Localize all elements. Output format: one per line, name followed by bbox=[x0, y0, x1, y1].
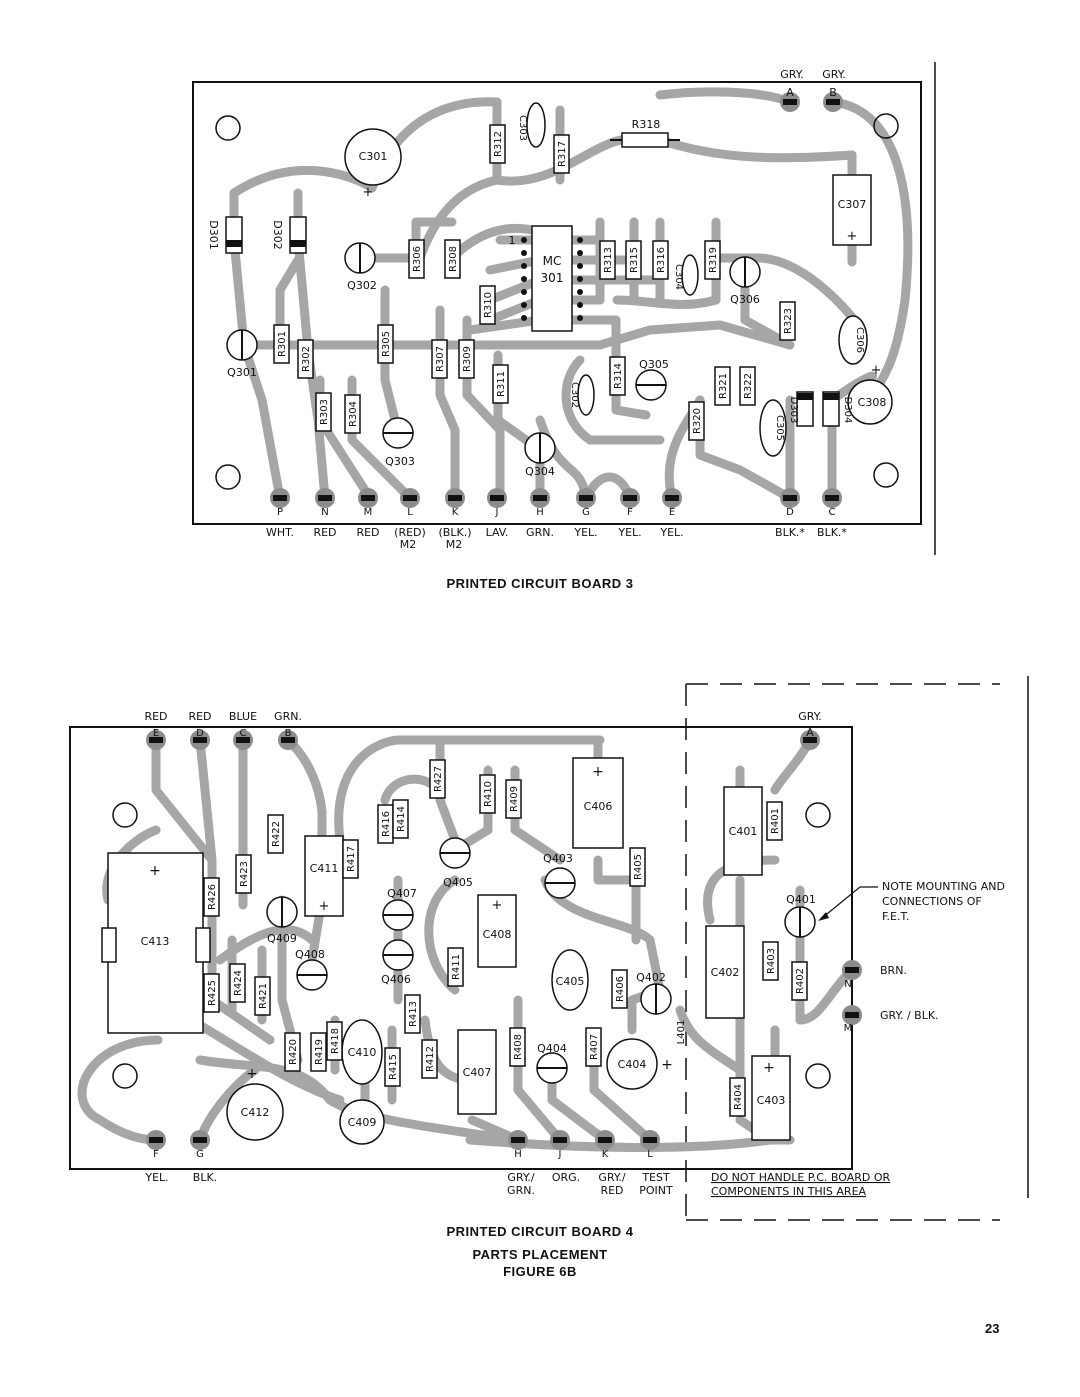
terminal-letter-k: K bbox=[601, 1149, 609, 1160]
wire-label: (RED) bbox=[394, 526, 426, 539]
terminal-pad-l bbox=[400, 488, 420, 508]
resistor-r318-label: R318 bbox=[631, 118, 661, 131]
capacitor-c408 bbox=[478, 895, 516, 967]
diode-d301 bbox=[207, 217, 242, 253]
terminal-pad-d bbox=[780, 488, 800, 508]
wire-label: BLK.* bbox=[775, 526, 805, 539]
transistor-q401-label: Q401 bbox=[786, 893, 816, 906]
wire-label: YEL. bbox=[618, 526, 642, 539]
capacitor-c301 bbox=[345, 129, 401, 200]
terminal-letter-b: B bbox=[284, 728, 292, 739]
terminal-pad-g bbox=[576, 488, 596, 508]
resistor-r306 bbox=[409, 240, 424, 278]
diode-d302 bbox=[271, 217, 306, 253]
resistor-r415 bbox=[385, 1048, 400, 1086]
resistor-r307-label: R307 bbox=[435, 345, 446, 373]
board-3-caption: PRINTED CIRCUIT BOARD 3 bbox=[446, 576, 634, 591]
transistor-q404-label: Q404 bbox=[537, 1042, 567, 1055]
capacitor-c306 bbox=[839, 316, 867, 364]
resistor-r416-label: R416 bbox=[381, 810, 392, 838]
wire-label-gry: GRY. bbox=[798, 710, 822, 723]
resistor-r409 bbox=[506, 780, 521, 818]
resistor-r419-label: R419 bbox=[314, 1038, 325, 1066]
transistor-q303-label: Q303 bbox=[385, 455, 415, 468]
side-terminal-n-label: BRN. bbox=[880, 964, 907, 977]
resistor-r402-label: R402 bbox=[795, 967, 806, 995]
capacitor-c404 bbox=[607, 1039, 673, 1089]
capacitor-c412-polarity: + bbox=[246, 1066, 258, 1082]
board-3-bottom-wire-labels bbox=[266, 526, 847, 539]
resistor-r305 bbox=[378, 325, 393, 363]
wire-label: RED bbox=[356, 526, 380, 539]
figure-title: PARTS PLACEMENT bbox=[472, 1247, 608, 1262]
resistor-r420 bbox=[285, 1033, 300, 1071]
resistor-r310-label: R310 bbox=[483, 291, 494, 319]
resistor-r304-label: R304 bbox=[348, 400, 359, 428]
resistor-r317 bbox=[554, 135, 569, 173]
resistor-r311-label: R311 bbox=[496, 370, 507, 398]
resistor-r407-label: R407 bbox=[589, 1033, 600, 1061]
board-3-bottom-terminals bbox=[270, 488, 842, 518]
fet-note-line3: F.E.T. bbox=[882, 910, 910, 923]
terminal-pad-p bbox=[270, 488, 290, 508]
fet-note-line2: CONNECTIONS OF bbox=[882, 895, 982, 908]
resistor-r309 bbox=[459, 340, 474, 378]
resistor-r310 bbox=[480, 286, 495, 324]
resistor-r404-label: R404 bbox=[733, 1083, 744, 1111]
capacitor-c413 bbox=[102, 853, 210, 1033]
terminal-letter-p: P bbox=[276, 507, 284, 518]
capacitor-c406-polarity: + bbox=[592, 764, 604, 780]
terminal-pad-g bbox=[190, 1130, 210, 1150]
terminal-pad-c bbox=[822, 488, 842, 508]
resistor-r312 bbox=[490, 125, 505, 163]
capacitor-c410 bbox=[342, 1020, 382, 1084]
transistor-q306 bbox=[730, 257, 760, 306]
terminal-a-label: A bbox=[786, 86, 794, 99]
transistor-q407 bbox=[383, 887, 417, 930]
transistor-q301 bbox=[227, 330, 257, 379]
transistor-q409-label: Q409 bbox=[267, 932, 297, 945]
ic-pin1-label: 1 bbox=[508, 234, 516, 247]
resistor-r317-label: R317 bbox=[557, 140, 568, 168]
resistor-r314-label: R314 bbox=[613, 362, 624, 390]
resistor-r302-label: R302 bbox=[301, 345, 312, 373]
wire-label: (BLK.) bbox=[438, 526, 472, 539]
terminal-pad-h bbox=[530, 488, 550, 508]
capacitor-c406-label: C406 bbox=[583, 800, 613, 813]
resistor-r404 bbox=[730, 1078, 745, 1116]
terminal-letter-j: J bbox=[558, 1149, 562, 1160]
resistor-r422 bbox=[268, 815, 283, 853]
terminal-letter-k: K bbox=[451, 507, 459, 518]
resistor-r423-label: R423 bbox=[239, 860, 250, 888]
resistor-r316-label: R316 bbox=[656, 246, 667, 274]
handling-warning-line1: DO NOT HANDLE P.C. BOARD OR bbox=[711, 1171, 891, 1184]
ic-label-line1: MC bbox=[542, 254, 562, 268]
wire-label-test-1: TEST bbox=[642, 1171, 670, 1184]
diode-d303 bbox=[788, 392, 813, 426]
wire-label: RED bbox=[144, 710, 168, 723]
terminal-b-label: B bbox=[829, 86, 837, 99]
capacitor-c302-label: C302 bbox=[569, 381, 580, 409]
inductor-l401-label: L401 bbox=[676, 1019, 687, 1045]
resistor-r304 bbox=[345, 395, 360, 433]
resistor-r323-label: R323 bbox=[783, 307, 794, 335]
transistor-q405 bbox=[440, 838, 473, 889]
mounting-hole bbox=[216, 116, 240, 140]
terminal-letter-g: G bbox=[582, 507, 590, 518]
capacitor-c405 bbox=[552, 950, 588, 1010]
terminal-letter-h: H bbox=[514, 1149, 522, 1160]
resistor-r415-label: R415 bbox=[388, 1053, 399, 1081]
capacitor-c402-label: C402 bbox=[710, 966, 740, 979]
capacitor-c411-label: C411 bbox=[309, 862, 339, 875]
transistor-q305-label: Q305 bbox=[639, 358, 669, 371]
resistor-r321-label: R321 bbox=[718, 372, 729, 400]
transistor-q408-label: Q408 bbox=[295, 948, 325, 961]
terminal-letter-l: L bbox=[407, 507, 413, 518]
side-terminal-m-letter: M bbox=[843, 1023, 853, 1034]
terminal-a-label: A bbox=[806, 726, 814, 739]
bottom-mid-labels bbox=[507, 1171, 673, 1197]
resistor-r410 bbox=[480, 775, 495, 813]
capacitor-c407 bbox=[458, 1030, 496, 1114]
resistor-r313 bbox=[600, 241, 615, 279]
board-4-caption: PRINTED CIRCUIT BOARD 4 bbox=[446, 1224, 634, 1239]
terminal-letter-f: F bbox=[153, 1149, 159, 1160]
capacitor-c407-label: C407 bbox=[462, 1066, 492, 1079]
capacitor-c301-polarity: + bbox=[362, 185, 374, 200]
capacitor-c403-label: C403 bbox=[756, 1094, 786, 1107]
capacitor-c405-label: C405 bbox=[555, 975, 585, 988]
resistor-r314 bbox=[610, 357, 625, 395]
wire-label-blk: BLK. bbox=[192, 1171, 218, 1184]
capacitor-c408-label: C408 bbox=[482, 928, 512, 941]
resistor-r313-label: R313 bbox=[603, 246, 614, 274]
capacitor-c413-label: C413 bbox=[140, 935, 170, 948]
wire-label-org: ORG. bbox=[551, 1171, 581, 1184]
resistor-r308 bbox=[445, 240, 460, 278]
capacitor-c408-polarity: + bbox=[491, 898, 503, 913]
wire-label: WHT. bbox=[265, 526, 295, 539]
mounting-hole bbox=[806, 803, 830, 827]
capacitor-c403 bbox=[752, 1056, 790, 1140]
capacitor-c302 bbox=[569, 375, 594, 415]
mounting-hole bbox=[216, 465, 240, 489]
capacitor-c410-label: C410 bbox=[347, 1046, 377, 1059]
resistor-r411-label: R411 bbox=[451, 953, 462, 981]
side-terminal-m-label: GRY. / BLK. bbox=[880, 1009, 939, 1022]
terminal-pad-l bbox=[640, 1130, 660, 1150]
resistor-r414-label: R414 bbox=[396, 805, 407, 833]
resistor-r315-label: R315 bbox=[629, 246, 640, 274]
terminal-pad-k bbox=[595, 1130, 615, 1150]
resistor-r421 bbox=[255, 977, 270, 1015]
capacitor-c308-label: C308 bbox=[857, 396, 887, 409]
capacitor-c409-label: C409 bbox=[347, 1116, 377, 1129]
transistor-q302-label: Q302 bbox=[347, 279, 377, 292]
resistor-r413-label: R413 bbox=[408, 1000, 419, 1028]
resistor-r407 bbox=[586, 1028, 601, 1066]
mounting-hole bbox=[874, 463, 898, 487]
resistor-r323 bbox=[780, 302, 795, 340]
resistor-r418 bbox=[327, 1022, 342, 1060]
capacitor-c307 bbox=[833, 175, 871, 245]
resistor-r322-label: R322 bbox=[743, 372, 754, 400]
resistor-r315 bbox=[626, 241, 641, 279]
wire-label: RED bbox=[313, 526, 337, 539]
resistor-r427-label: R427 bbox=[433, 765, 444, 793]
terminal-pad-f bbox=[146, 1130, 166, 1150]
capacitor-c304-label: C304 bbox=[673, 263, 684, 291]
resistor-r305-label: R305 bbox=[381, 330, 392, 358]
resistor-r402 bbox=[792, 962, 807, 1000]
capacitor-c406 bbox=[573, 758, 623, 848]
mounting-hole bbox=[113, 803, 137, 827]
transistor-q409 bbox=[267, 897, 297, 945]
terminal-pad-e bbox=[662, 488, 682, 508]
resistor-r306-label: R306 bbox=[412, 245, 423, 273]
resistor-r319 bbox=[705, 241, 720, 279]
terminal-pad-f bbox=[620, 488, 640, 508]
resistor-r414 bbox=[393, 800, 408, 838]
resistor-r405 bbox=[630, 848, 645, 886]
terminal-pad-m bbox=[358, 488, 378, 508]
wire-sublabel-m2-k: M2 bbox=[445, 538, 463, 551]
wire-label-gry-b: GRY. bbox=[822, 68, 846, 81]
side-terminal-n bbox=[842, 960, 907, 990]
terminal-letter-g: G bbox=[196, 1149, 204, 1160]
transistor-q401 bbox=[785, 893, 816, 937]
wire-label: YEL. bbox=[574, 526, 598, 539]
wire-label-gry-red-2: RED bbox=[600, 1184, 624, 1197]
wire-label: RED bbox=[188, 710, 212, 723]
wire-label-gry-grn-1: GRY./ bbox=[507, 1171, 535, 1184]
terminal-pad-j bbox=[550, 1130, 570, 1150]
resistor-r417 bbox=[343, 840, 358, 878]
wire-label: GRN. bbox=[526, 526, 554, 539]
capacitor-c409 bbox=[340, 1100, 384, 1144]
wire-label-gry-red-1: GRY./ bbox=[598, 1171, 626, 1184]
capacitor-c404-polarity: + bbox=[661, 1057, 673, 1073]
board-3-top-terminals bbox=[780, 68, 846, 112]
resistor-r411 bbox=[448, 948, 463, 986]
capacitor-c411-polarity: + bbox=[318, 899, 330, 914]
wire-label-test-2: POINT bbox=[639, 1184, 673, 1197]
transistor-q403-label: Q403 bbox=[543, 852, 573, 865]
transistor-q306-label: Q306 bbox=[730, 293, 760, 306]
resistor-r303-label: R303 bbox=[319, 398, 330, 426]
resistor-r408 bbox=[510, 1028, 525, 1066]
resistor-r320 bbox=[689, 402, 704, 440]
resistor-r426 bbox=[204, 878, 219, 916]
wire-label-yel: YEL. bbox=[145, 1171, 169, 1184]
wire-label: BLUE bbox=[228, 710, 258, 723]
transistor-q403 bbox=[543, 852, 575, 898]
diode-d304-label: D304 bbox=[842, 396, 853, 424]
terminal-letter-f: F bbox=[627, 507, 633, 518]
resistor-r307 bbox=[432, 340, 447, 378]
resistor-r422-label: R422 bbox=[271, 820, 282, 848]
resistor-r406 bbox=[612, 970, 627, 1008]
transistor-q402-label: Q402 bbox=[636, 971, 666, 984]
resistor-r418-label: R418 bbox=[330, 1027, 341, 1055]
terminal-letter-j: J bbox=[495, 507, 499, 518]
resistor-r321 bbox=[715, 367, 730, 405]
resistor-r412-label: R412 bbox=[425, 1045, 436, 1073]
transistor-q301-label: Q301 bbox=[227, 366, 257, 379]
resistor-r409-label: R409 bbox=[509, 785, 520, 813]
resistor-r421-label: R421 bbox=[258, 982, 269, 1010]
terminal-letter-n: N bbox=[321, 507, 329, 518]
capacitor-c305-label: C305 bbox=[774, 414, 785, 442]
terminal-pad-h bbox=[508, 1130, 528, 1150]
resistor-r320-label: R320 bbox=[692, 407, 703, 435]
terminal-letter-c: C bbox=[239, 728, 247, 739]
capacitor-c412-label: C412 bbox=[240, 1106, 270, 1119]
capacitor-c306-label: C306 bbox=[854, 326, 865, 354]
resistor-r303 bbox=[316, 393, 331, 431]
resistor-r420-label: R420 bbox=[288, 1038, 299, 1066]
terminal-letter-d: D bbox=[786, 507, 794, 518]
capacitor-c301-label: C301 bbox=[358, 150, 388, 163]
capacitor-c401 bbox=[724, 787, 762, 875]
mounting-hole bbox=[806, 1064, 830, 1088]
board-4-top-terminals bbox=[146, 728, 298, 750]
terminal-letter-h: H bbox=[536, 507, 544, 518]
resistor-r309-label: R309 bbox=[462, 345, 473, 373]
wire-label: LAV. bbox=[485, 526, 509, 539]
capacitor-c401-label: C401 bbox=[728, 825, 758, 838]
figure-number: FIGURE 6B bbox=[503, 1264, 577, 1279]
diode-d302-label: D302 bbox=[271, 220, 284, 250]
transistor-q404 bbox=[537, 1042, 567, 1083]
diode-d301-label: D301 bbox=[207, 220, 220, 250]
resistor-r401 bbox=[767, 802, 782, 840]
terminal-letter-c: C bbox=[828, 507, 836, 518]
resistor-r408-label: R408 bbox=[513, 1033, 524, 1061]
terminal-pad-k bbox=[445, 488, 465, 508]
terminal-letter-e: E bbox=[152, 728, 160, 739]
side-terminal-m bbox=[842, 1005, 939, 1034]
wire-label-gry-a: GRY. bbox=[780, 68, 804, 81]
capacitor-c402 bbox=[706, 926, 744, 1018]
resistor-r405-label: R405 bbox=[633, 853, 644, 881]
resistor-r316 bbox=[653, 241, 668, 279]
resistor-r401-label: R401 bbox=[770, 807, 781, 835]
transistor-q302 bbox=[345, 243, 377, 292]
terminal-pad-n bbox=[315, 488, 335, 508]
transistor-q305 bbox=[636, 358, 669, 400]
capacitor-c308-polarity: + bbox=[870, 363, 882, 378]
resistor-r419 bbox=[311, 1033, 326, 1071]
resistor-r424-label: R424 bbox=[233, 969, 244, 997]
page-number: 23 bbox=[985, 1321, 1000, 1336]
wire-label: YEL. bbox=[660, 526, 684, 539]
resistor-r416 bbox=[378, 805, 393, 843]
capacitor-c403-polarity: + bbox=[763, 1060, 775, 1076]
capacitor-c303 bbox=[517, 103, 545, 147]
capacitor-c304 bbox=[673, 255, 698, 295]
resistor-r427 bbox=[430, 760, 445, 798]
transistor-q304-label: Q304 bbox=[525, 465, 555, 478]
transistor-q406 bbox=[381, 940, 413, 986]
resistor-r319-label: R319 bbox=[708, 246, 719, 274]
capacitor-c303-label: C303 bbox=[517, 114, 528, 142]
wire-label: GRN. bbox=[274, 710, 302, 723]
handling-warning-line2: COMPONENTS IN THIS AREA bbox=[711, 1185, 867, 1198]
board-3 bbox=[193, 62, 935, 555]
fet-note-line1: NOTE MOUNTING AND bbox=[882, 880, 1005, 893]
resistor-r424 bbox=[230, 964, 245, 1002]
transistor-q406-label: Q406 bbox=[381, 973, 411, 986]
resistor-r410-label: R410 bbox=[483, 780, 494, 808]
ic-label-line2: 301 bbox=[540, 271, 564, 285]
terminal-letter-d: D bbox=[196, 728, 204, 739]
capacitor-c412 bbox=[227, 1066, 283, 1140]
capacitor-c404-label: C404 bbox=[617, 1058, 647, 1071]
resistor-r302 bbox=[298, 340, 313, 378]
resistor-r403 bbox=[763, 942, 778, 980]
terminal-pad-j bbox=[487, 488, 507, 508]
resistor-r403-label: R403 bbox=[766, 947, 777, 975]
board-4 bbox=[70, 676, 1028, 1220]
transistor-q304 bbox=[525, 433, 555, 478]
capacitor-c305 bbox=[760, 400, 786, 456]
terminal-letter-l: L bbox=[647, 1149, 653, 1160]
capacitor-c411 bbox=[305, 836, 343, 916]
capacitor-c413-polarity: + bbox=[149, 863, 161, 879]
capacitor-c307-label: C307 bbox=[837, 198, 867, 211]
transistor-q303 bbox=[383, 418, 415, 468]
resistor-r308-label: R308 bbox=[448, 245, 459, 273]
capacitor-c307-polarity: + bbox=[846, 229, 858, 244]
board-4-top-wire-labels bbox=[144, 710, 301, 723]
diode-d304 bbox=[823, 392, 853, 426]
fet-note-leader bbox=[822, 887, 878, 918]
resistor-r412 bbox=[422, 1040, 437, 1078]
resistor-r426-label: R426 bbox=[207, 883, 218, 911]
wire-label-gry-grn-2: GRN. bbox=[507, 1184, 535, 1197]
terminal-letter-m: M bbox=[363, 507, 373, 518]
diode-d303-label: D303 bbox=[788, 396, 799, 424]
resistor-r322 bbox=[740, 367, 755, 405]
transistor-q408 bbox=[295, 948, 327, 990]
transistor-q405-label: Q405 bbox=[443, 876, 473, 889]
resistor-r425 bbox=[204, 974, 219, 1012]
resistor-r406-label: R406 bbox=[615, 975, 626, 1003]
wire-label: BLK.* bbox=[817, 526, 847, 539]
mounting-hole bbox=[113, 1064, 137, 1088]
transistor-q407-label: Q407 bbox=[387, 887, 417, 900]
resistor-r425-label: R425 bbox=[207, 979, 218, 1007]
resistor-r413 bbox=[405, 995, 420, 1033]
resistor-r301 bbox=[274, 325, 289, 363]
resistor-r423 bbox=[236, 855, 251, 893]
resistor-r417-label: R417 bbox=[346, 845, 357, 873]
wire-sublabel-m2-l: M2 bbox=[399, 538, 417, 551]
terminal-letter-e: E bbox=[668, 507, 676, 518]
inductor-l401 bbox=[676, 1020, 687, 1045]
side-terminal-n-letter: N bbox=[844, 979, 852, 990]
resistor-r301-label: R301 bbox=[277, 330, 288, 358]
resistor-r311 bbox=[493, 365, 508, 403]
resistor-r312-label: R312 bbox=[493, 130, 504, 158]
